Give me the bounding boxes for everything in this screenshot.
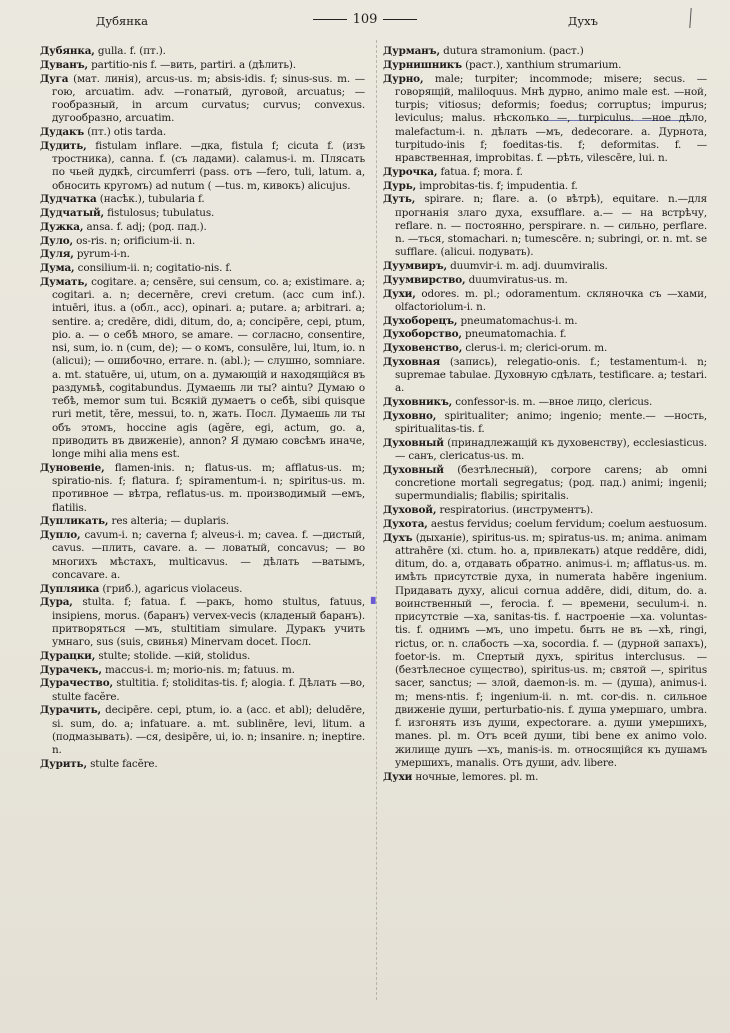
entry-definition: odores. m. pl.; odoramentum. скляночка съ —хами, olfactoriolum-i. n. (395, 287, 707, 313)
entry-headword: Духовный (383, 436, 444, 449)
entry-definition: fistulosus; tubulatus. (103, 207, 215, 219)
dictionary-entry (383, 315, 707, 328)
dictionary-entry (40, 235, 365, 248)
entry-definition: spiritualiter; animo; ingenio; mente.— —ность, spiritualitas-tis. f. (395, 409, 707, 435)
dictionary-entry (383, 180, 707, 193)
entry-headword: Дупло, (40, 529, 81, 541)
entry-definition: cavum-i. n; caverna f; alveus-i. m; cavea. f. —дистый, cavus. —плить, cavare. a. — ловатый, concavus; — во многихъ мѣстахъ, multicavus. — дѣлать —ватымъ, concavare. a. (52, 529, 365, 581)
entry-definition: pneumatomachus-i. m. (457, 314, 578, 327)
dictionary-entry (383, 73, 707, 166)
dictionary-entry (40, 596, 365, 649)
dictionary-entry (383, 464, 707, 504)
entry-headword: Дурачекъ, (40, 663, 102, 676)
entry-definition: (запись), relegatio-onis. f.; testamentum-i. n; supremae tabulae. Духовную сдѣлать, testificare. a; testari. a. (395, 355, 707, 395)
entry-definition: male; turpiter; incommode; misere; secus. — говорящій, maliloquus. Мнѣ дурно, animo male est. —ной, turpis; vitiosus; deformis; foedus; corruptus; impurus; leviculus; malus. нѣсколько —, turpiculus. —ное дѣло, malefactum-i. n. дѣлать —мъ, dedecorare. a. Дурнота, turpitudo-inis f; foeditas-tis. f; deformitas. f. — нравственная, improbitas. f. —рѣть, vilescēre, lui. n. (395, 72, 707, 164)
entry-definition: aestus fervidus; coelum fervidum; coelum aestuosum. (427, 517, 708, 530)
entry-definition: dutura stramonium. (раст.) (439, 45, 584, 57)
dictionary-entry (383, 45, 707, 58)
entry-definition: cogitare. a; censēre, sui censum, co. a; existimare. a; cogitari. a. n; decernēre, crevi cretum. (acc cum inf.). intuēri, itus. a (обл., acc), opinari. a; putare. a; arbitrari. a; sentire. a; credēre, didi, ditum, do, a; concipēre, cepi, ptum, pio. a. — о себѣ много, se amare. — согласно, consentire, nsi, sum, io. n (cum, de); — о комъ, consulēre, lui, ltum, io. n (alicui); — ошибочно, errare. n. (abl.); — слушно, somniare. a. mt. statuēre, ui, utum, on a. думающій и находящійся въ раздумьѣ, cogitabundus. Думаешь ли ты? aintu? Думаю о тебѣ, memor sum tui. Всякій думаетъ о себѣ, sibi quisque ruri metit, tĕre, messui, to. n, жать. Посл. Думаешь ли ты объ этомъ, hoccine agis (agĕre, egi, actum, go. a, приводить въ движеніе), annon? Я думаю совсѣмъ иначе, longe mihi alia mens est. (52, 275, 365, 460)
entry-headword: Духовенство, (383, 342, 463, 354)
dictionary-entry (383, 59, 707, 72)
entry-headword: Дудакъ (40, 126, 85, 138)
entry-definition: improbitas-tis. f; impudentia. f. (416, 179, 578, 192)
entry-headword: Дурить, (40, 757, 87, 770)
dictionary-entry (40, 529, 365, 582)
dictionary-entry (40, 45, 365, 58)
entry-definition: (принадлежащій къ духовенству), ecclesiasticus. — санъ, clericatus-us. m. (395, 436, 707, 462)
entry-definition: stulte facĕre. (86, 757, 158, 770)
entry-headword: Дупликать, (40, 515, 109, 528)
page-header (0, 12, 730, 32)
dictionary-entry (40, 59, 365, 72)
dictionary-entry (383, 532, 707, 771)
dictionary-entry (383, 260, 707, 273)
entry-headword: Духота, (383, 517, 428, 530)
dictionary-entry (383, 437, 707, 464)
entry-headword: Дуть, (383, 193, 416, 206)
entry-headword: Дурацки, (40, 649, 96, 662)
dictionary-entry (383, 274, 707, 287)
entry-headword: Духовная (383, 355, 441, 368)
entry-headword: Духовный (383, 463, 444, 476)
entry-definition: confessor-is. m. —вное лицо, clericus. (452, 396, 653, 408)
entry-definition: (насѣк.), tubularia f. (96, 193, 205, 206)
entry-definition: (дыханіе), spiritus-us. m; spiratus-us. m; anima. animam attrahēre (xi. ctum. ho. a, привлекать) atque reddēre, didi, ditum, do. a, отдавать обратно. animus-i. m; afflatus-us. m. имѣть присутствіе духа, in numerata habēre ingenium. Придавать духу, alicui cornua addēre, didi, ditum, do. a. воинственный —, ferocia. f. — времени, seculum-i. n. присутствіе —ха, sanitas-tis. f. настроеніе —ха. voluntas-tis. f. однимъ —мъ, uno impetu. быть не въ —хѣ, ringi, rictus, or. n. слабость —ха, socordia. f. — (дурной запахъ), foetor-is. m. Спертый духъ, spiritus interclusus. — (безтѣлесное существо), spiritus-us. m; святой —, spiritus sacer, sanctus; — злой, daemon-is. m. — (душа), animus-i. m; mens-ntis. f; ingenium-ii. n. mt. cor-dis. n. сильное движеніе души, perturbatio-nis. f. душа умершаго, umbra. f. изгонять изъ души, expectorare. a. души умершихъ, manes. pl. m. Отъ всей души, tibi bene ex animo volo. жилище душъ —хъ, manis-is. m. относящійся къ душамъ умершихъ, manalis. Отъ души, adv. libere. (395, 531, 707, 769)
entry-definition: fistulam inflare. —дка, fistula f; cicuta f. (изъ тростника), canna. f. (съ ладами). calamus-i. m. Плясать по чьей дудкѣ, circumferri (pass. отъ —fero, tuli, latum. a, обносить кругомъ) ad nutum ( —tus. m, кивокъ) alicujus. (52, 139, 365, 192)
dictionary-entry (40, 758, 365, 771)
entry-definition: consilium-ii. n; cogitatio-nis. f. (74, 262, 232, 274)
dictionary-entry (40, 140, 365, 193)
entry-headword: Дурачество, (40, 677, 113, 690)
dictionary-entry (383, 396, 707, 409)
entry-headword: Дубянка, (40, 45, 95, 57)
entry-headword: Духовой, (383, 504, 437, 516)
entry-definition: stultitia. f; stoliditas-tis. f; alogia. f. Дѣлать —во, stulte facĕre. (52, 677, 365, 703)
header-last-word: Духъ (568, 14, 598, 28)
dictionary-entry (40, 193, 365, 206)
entry-definition: (безтѣлесный), corpore carens; ab omni concretione mortali segregatus; (род. пад.) animi; ingenii; supermundialis; flabilis; spiritalis. (395, 463, 707, 503)
left-column (40, 45, 365, 772)
dictionary-entry (383, 504, 707, 517)
dictionary-entry (40, 664, 365, 677)
entry-headword: Дурь, (383, 179, 417, 192)
margin-mark-icon: ▘ (371, 597, 381, 611)
right-column (383, 45, 707, 784)
entry-headword: Дудчатка (40, 193, 97, 206)
entry-headword: Дуло, (40, 234, 74, 247)
entry-definition: ansa. f. adj; (род. пад.). (83, 220, 207, 233)
entry-headword: Дура, (40, 596, 73, 609)
dictionary-entry (40, 207, 365, 220)
entry-definition: os-ris. n; orificium-ii. n. (73, 234, 196, 247)
page-number-text: 109 (352, 12, 378, 27)
entry-definition: res alteria; — duplaris. (108, 515, 229, 528)
dictionary-entry (40, 276, 365, 462)
dictionary-entry (383, 771, 707, 784)
entry-definition: spirare. n; flare. a. (о вѣтрѣ), equitare. n.—для прогнанія злаго духа, exsufflare. a.— — на встрѣчу, reflare. n. — постоянно, perspirare. n. — сильно, perflare. n. —ться, stomachari. n; tumescēre. n; subringi, or. n. mt. se sufflare. (alicui. подувать). (395, 193, 707, 259)
entry-headword: Духи, (383, 287, 416, 300)
dictionary-entry (383, 356, 707, 396)
entry-definition: respiratorius. (инструментъ). (436, 504, 594, 516)
entry-headword: Духовникъ, (383, 396, 453, 408)
entry-headword: Дуванъ, (40, 58, 88, 71)
entry-headword: Дуумвиръ, (383, 260, 447, 272)
dictionary-entry (40, 262, 365, 275)
dictionary-entry (383, 328, 707, 341)
entry-definition: (пт.) otis tarda. (84, 126, 166, 138)
entry-headword: Духъ (383, 531, 413, 544)
entry-headword: Духовно, (383, 409, 437, 422)
dictionary-entry (40, 73, 365, 126)
entry-headword: Дурнишникъ (383, 58, 462, 71)
entry-definition: clerus-i. m; clerici-orum. m. (462, 342, 608, 354)
entry-headword: Дума, (40, 262, 75, 274)
dictionary-entry (383, 288, 707, 315)
dictionary-entry (383, 166, 707, 179)
entry-headword: Дужка, (40, 220, 84, 233)
header-rule-left (313, 19, 347, 20)
entry-definition: (мат. линія), arcus-us. m; absis-idis. f; sinus-sus. m. —гою, arcuatim. adv. —гоnатый, дуговой, arcuatus; —гообразный, in arcum curvatus; curvus; convexus. дугообразно, arcuatim. (52, 72, 365, 125)
dictionary-entry (40, 650, 365, 663)
dictionary-entry (40, 126, 365, 139)
header-rule-right (383, 19, 417, 20)
entry-headword: Дуумвирство, (383, 273, 466, 286)
entry-headword: Дурманъ, (383, 45, 440, 57)
entry-headword: Дурно, (383, 72, 424, 85)
dictionary-entry (40, 221, 365, 234)
entry-definition: gulla. f. (пт.). (94, 45, 166, 57)
entry-headword: Дудчатый, (40, 207, 104, 219)
page-number (300, 12, 430, 27)
entry-definition: (гриб.), agaricus violaceus. (99, 582, 243, 595)
dictionary-entry (40, 677, 365, 704)
entry-definition: ночные, lemores. pl. m. (412, 770, 539, 783)
entry-definition: duumvir-i. m. adj. duumviralis. (447, 260, 608, 272)
entry-headword: Дуга (40, 72, 69, 85)
entry-definition: pneumatomachia. f. (461, 328, 567, 341)
entry-definition: decipēre. cepi, ptum, io. a (acc. et abl); deludēre, si. sum, do. a; infatuare. a. mt. sublinēre, levi, litum. a (подмазывать). —ся, desipēre, ui, io. n; insanire. n; ineptire. n. (52, 704, 365, 756)
entry-headword: Духоборство, (383, 328, 462, 341)
entry-headword: Дурачить, (40, 704, 101, 717)
column-divider (376, 40, 377, 1000)
header-first-word: Дубянка (96, 14, 149, 28)
dictionary-entry (40, 248, 365, 261)
entry-definition: partitio-nis f. —вить, partiri. a (дѣлить). (88, 58, 296, 71)
entry-definition: maccus-i. m; morio-nis. m; fatuus. m. (101, 663, 295, 676)
dictionary-entry (40, 583, 365, 596)
dictionary-entry (40, 704, 365, 757)
entry-definition: flamen-inis. n; flatus-us. m; afflatus-us. m; spiratio-nis. f; flatura. f; spiramentum-i. n; spiritus-us. m. противное — вѣтра, reflatus-us. m. производимый —емъ, flatilis. (52, 461, 365, 514)
entry-headword: Дуля, (40, 248, 74, 261)
dictionary-entry (40, 515, 365, 528)
entry-definition: pyrum-i-n. (73, 248, 130, 261)
entry-headword: Дуновеніе, (40, 461, 105, 474)
entry-headword: Дурочка, (383, 165, 438, 178)
dictionary-entry (383, 518, 707, 531)
entry-headword: Духоборецъ, (383, 314, 458, 327)
dictionary-entry (40, 462, 365, 515)
entry-definition: stulte; stolide. —кій, stolidus. (95, 649, 251, 662)
entry-headword: Дупляика (40, 582, 100, 595)
entry-definition: stulta. f; fatua. f. —ракъ, homo stultus, fatuus, insipiens, morus. (баранъ) vervex-vecis (кладеный баранъ). притворяться —мъ, stultitiam simulare. Дуракъ учить умнаго, sus (suis, свинья) Minervam docet. Посл. (52, 596, 365, 648)
dictionary-entry (383, 193, 707, 259)
entry-definition: fatua. f; mora. f. (437, 165, 523, 178)
entry-headword: Дудить, (40, 139, 87, 152)
dictionary-entry (383, 342, 707, 355)
entry-definition: duumviratus-us. m. (465, 273, 568, 286)
dictionary-entry (383, 410, 707, 437)
entry-definition: (раст.), xanthium strumarium. (461, 58, 622, 71)
entry-headword: Духи (383, 770, 413, 783)
entry-headword: Думать, (40, 275, 88, 288)
